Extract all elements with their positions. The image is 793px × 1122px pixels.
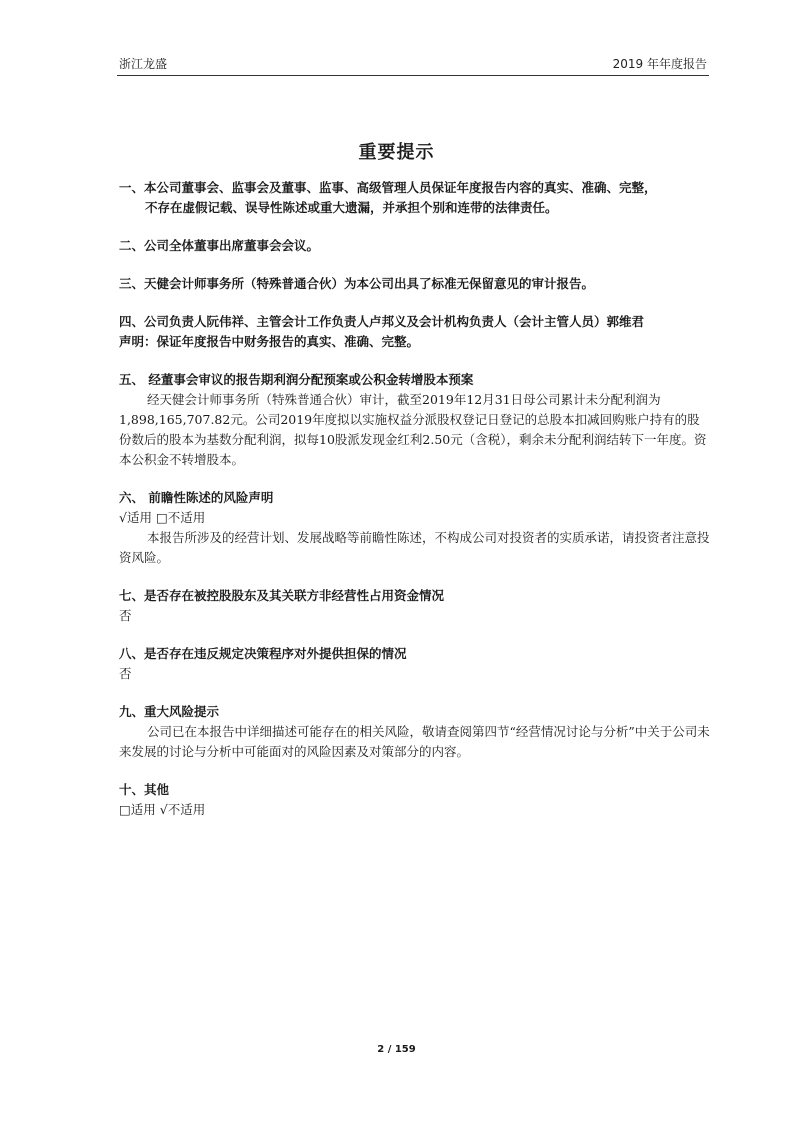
section-9 bbox=[119, 702, 711, 762]
section-7-answer: 否 bbox=[119, 608, 132, 623]
section-6-body: 本报告所涉及的经营计划、发展战略等前瞻性陈述，不构成公司对投资者的实质承诺，请投资者注意投资风险。 bbox=[119, 530, 710, 565]
section-4-line-2: 声明：保证年度报告中财务报告的真实、准确、完整。 bbox=[119, 334, 420, 349]
section-2 bbox=[119, 236, 711, 256]
section-2-text: 二、公司全体董事出席董事会会议。 bbox=[119, 238, 320, 253]
section-1-line-2: 不存在虚假记载、误导性陈述或重大遗漏，并承担个别和连带的法律责任。 bbox=[145, 200, 558, 215]
page-number: 2 / 159 bbox=[377, 1044, 416, 1055]
section-1 bbox=[119, 178, 711, 218]
section-10 bbox=[119, 780, 711, 820]
section-3 bbox=[119, 274, 711, 294]
section-10-checkbox: □适用 √不适用 bbox=[119, 802, 206, 817]
section-7 bbox=[119, 586, 711, 626]
section-6 bbox=[119, 488, 711, 568]
section-8-heading: 八、是否存在违反规定决策程序对外提供担保的情况 bbox=[119, 646, 407, 661]
section-7-heading: 七、是否存在被控股股东及其关联方非经营性占用资金情况 bbox=[119, 588, 445, 603]
section-5-heading: 五、 经董事会审议的报告期利润分配预案或公积金转增股本预案 bbox=[119, 372, 474, 387]
section-3-text: 三、天健会计师事务所（特殊普通合伙）为本公司出具了标准无保留意见的审计报告。 bbox=[119, 276, 595, 291]
header-report-title: 2019 年年度报告 bbox=[612, 57, 707, 71]
notice-content bbox=[119, 178, 711, 838]
section-4 bbox=[119, 312, 711, 352]
section-1-line-1: 一、本公司董事会、监事会及董事、监事、高级管理人员保证年度报告内容的真实、准确、完整， bbox=[119, 180, 657, 195]
section-8-answer: 否 bbox=[119, 666, 132, 681]
section-9-heading: 九、重大风险提示 bbox=[119, 704, 220, 719]
section-6-heading: 六、 前瞻性陈述的风险声明 bbox=[119, 490, 274, 505]
section-5-body: 经天健会计师事务所（特殊普通合伙）审计，截至2019年12月31日母公司累计未分配利润为1,898,165,707.82元。公司2019年度拟以实施权益分派股权登记日登记的总股本扣减回购账户持有的股份数后的股本为基数分配利润，拟每10股派发现金红利2.50元（含税），剩余未分配利润结转下一年度。资本公积金不转增股本。 bbox=[119, 392, 707, 467]
section-4-line-1: 四、公司负责人阮伟祥、主管会计工作负责人卢邦义及会计机构负责人（会计主管人员）郭维君 bbox=[119, 314, 645, 329]
section-6-checkbox: √适用 □不适用 bbox=[119, 510, 206, 525]
section-10-heading: 十、其他 bbox=[119, 782, 170, 797]
header-divider bbox=[117, 75, 709, 76]
section-8 bbox=[119, 644, 711, 684]
section-9-body: 公司已在本报告中详细描述可能存在的相关风险，敬请查阅第四节“经营情况讨论与分析”中关于公司未来发展的讨论与分析中可能面对的风险因素及对策部分的内容。 bbox=[119, 724, 710, 759]
section-5 bbox=[119, 370, 711, 470]
page-title: 重要提示 bbox=[358, 142, 435, 163]
header-company: 浙江龙盛 bbox=[119, 57, 168, 71]
